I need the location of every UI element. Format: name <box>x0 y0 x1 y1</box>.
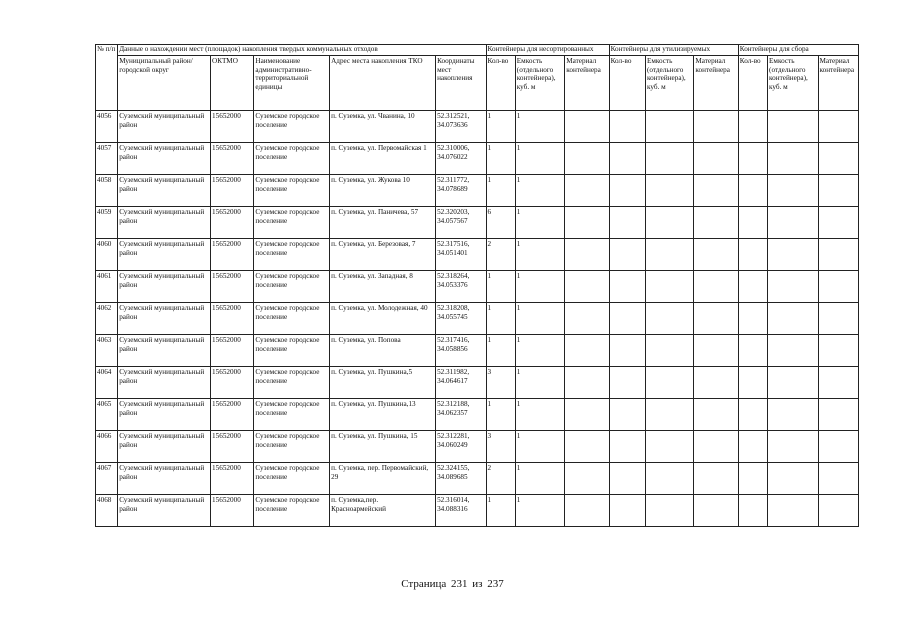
row-capacity: 1 <box>515 271 564 303</box>
empty-cell <box>818 495 859 527</box>
empty-cell <box>645 303 693 335</box>
row-count: 1 <box>486 271 515 303</box>
row-address: п. Суземка, ул. Жукова 10 <box>330 175 436 207</box>
empty-cell <box>768 175 818 207</box>
page-label: Страница <box>401 578 447 590</box>
row-oktmo: 15652000 <box>211 335 254 367</box>
empty-cell <box>645 431 693 463</box>
empty-cell <box>565 175 609 207</box>
header-group-collect: Контейнеры для сбора <box>738 45 858 56</box>
empty-cell <box>738 463 767 495</box>
empty-cell <box>609 495 645 527</box>
empty-cell <box>609 399 645 431</box>
empty-cell <box>768 367 818 399</box>
row-coords: 52.318264, 34.053376 <box>436 271 486 303</box>
row-number: 4059 <box>96 207 118 239</box>
row-oktmo: 15652000 <box>211 463 254 495</box>
row-address: п. Суземка, ул. Березовая, 7 <box>330 239 436 271</box>
header-group-main: Данные о нахождении мест (площадок) накопления твердых коммунальных отходов <box>118 45 486 56</box>
row-count: 1 <box>486 303 515 335</box>
empty-cell <box>738 111 767 143</box>
row-oktmo: 15652000 <box>211 495 254 527</box>
header-capacity: Емкость (отдельного контейнера), куб. м <box>515 56 564 111</box>
empty-cell <box>738 239 767 271</box>
empty-cell <box>565 303 609 335</box>
row-number: 4058 <box>96 175 118 207</box>
empty-cell <box>565 431 609 463</box>
row-number: 4067 <box>96 463 118 495</box>
row-admin-unit: Суземское городское поселение <box>254 399 330 431</box>
row-capacity: 1 <box>515 367 564 399</box>
empty-cell <box>738 271 767 303</box>
waste-sites-table <box>95 44 859 527</box>
page-separator: из <box>472 578 483 590</box>
registry-sheet <box>95 44 859 527</box>
header-material: Материал контейнера <box>565 56 609 111</box>
empty-cell <box>645 143 693 175</box>
header-admin-unit: Наименование административно-территориальной единицы <box>254 56 330 111</box>
row-address: п. Суземка, пер. Первомайский, 29 <box>330 463 436 495</box>
empty-cell <box>645 111 693 143</box>
row-admin-unit: Суземское городское поселение <box>254 111 330 143</box>
header-capacity: Емкость (отдельного контейнера), куб. м <box>645 56 693 111</box>
page-current: 231 <box>451 578 468 590</box>
table-row <box>96 335 859 367</box>
row-number: 4062 <box>96 303 118 335</box>
row-coords: 52.324155, 34.089685 <box>436 463 486 495</box>
row-municipal: Суземский муниципальный район <box>118 399 211 431</box>
empty-cell <box>645 399 693 431</box>
row-number: 4064 <box>96 367 118 399</box>
empty-cell <box>694 463 738 495</box>
empty-cell <box>818 239 859 271</box>
empty-cell <box>768 431 818 463</box>
empty-cell <box>645 463 693 495</box>
row-municipal: Суземский муниципальный район <box>118 463 211 495</box>
row-address: п. Суземка, ул. Первомайская 1 <box>330 143 436 175</box>
empty-cell <box>609 463 645 495</box>
row-number: 4057 <box>96 143 118 175</box>
row-capacity: 1 <box>515 431 564 463</box>
empty-cell <box>609 239 645 271</box>
empty-cell <box>738 367 767 399</box>
row-capacity: 1 <box>515 495 564 527</box>
empty-cell <box>694 207 738 239</box>
empty-cell <box>818 335 859 367</box>
row-count: 2 <box>486 239 515 271</box>
empty-cell <box>694 143 738 175</box>
header-group-recycle: Контейнеры для утилизируемых <box>609 45 738 56</box>
table-row <box>96 175 859 207</box>
row-admin-unit: Суземское городское поселение <box>254 303 330 335</box>
header-count: Кол-во <box>609 56 645 111</box>
empty-cell <box>738 175 767 207</box>
header-count: Кол-во <box>738 56 767 111</box>
table-row <box>96 367 859 399</box>
row-municipal: Суземский муниципальный район <box>118 431 211 463</box>
header-coords: Координаты мест накопления <box>436 56 486 111</box>
row-municipal: Суземский муниципальный район <box>118 303 211 335</box>
row-coords: 52.310006, 34.076022 <box>436 143 486 175</box>
table-row <box>96 207 859 239</box>
empty-cell <box>768 271 818 303</box>
table-row <box>96 143 859 175</box>
empty-cell <box>768 495 818 527</box>
row-coords: 52.312281, 34.060249 <box>436 431 486 463</box>
row-count: 1 <box>486 399 515 431</box>
empty-cell <box>818 463 859 495</box>
empty-cell <box>768 303 818 335</box>
row-number: 4060 <box>96 239 118 271</box>
row-number: 4056 <box>96 111 118 143</box>
row-capacity: 1 <box>515 463 564 495</box>
row-municipal: Суземский муниципальный район <box>118 335 211 367</box>
empty-cell <box>694 239 738 271</box>
row-admin-unit: Суземское городское поселение <box>254 463 330 495</box>
row-admin-unit: Суземское городское поселение <box>254 495 330 527</box>
table-row <box>96 111 859 143</box>
empty-cell <box>645 175 693 207</box>
empty-cell <box>768 143 818 175</box>
empty-cell <box>818 271 859 303</box>
row-municipal: Суземский муниципальный район <box>118 495 211 527</box>
empty-cell <box>645 207 693 239</box>
empty-cell <box>768 335 818 367</box>
empty-cell <box>768 239 818 271</box>
empty-cell <box>565 463 609 495</box>
empty-cell <box>565 399 609 431</box>
row-admin-unit: Суземское городское поселение <box>254 207 330 239</box>
row-admin-unit: Суземское городское поселение <box>254 367 330 399</box>
row-coords: 52.316014, 34.088316 <box>436 495 486 527</box>
empty-cell <box>645 367 693 399</box>
header-count: Кол-во <box>486 56 515 111</box>
row-address: п. Суземка, ул. Молодежная, 40 <box>330 303 436 335</box>
row-coords: 52.312188, 34.062357 <box>436 399 486 431</box>
row-coords: 52.320203, 34.057567 <box>436 207 486 239</box>
table-row <box>96 431 859 463</box>
empty-cell <box>645 239 693 271</box>
empty-cell <box>738 399 767 431</box>
empty-cell <box>645 335 693 367</box>
empty-cell <box>609 335 645 367</box>
row-capacity: 1 <box>515 335 564 367</box>
row-capacity: 1 <box>515 207 564 239</box>
row-admin-unit: Суземское городское поселение <box>254 271 330 303</box>
empty-cell <box>565 239 609 271</box>
row-coords: 52.311772, 34.078689 <box>436 175 486 207</box>
page-footer <box>0 578 905 590</box>
row-capacity: 1 <box>515 239 564 271</box>
row-municipal: Суземский муниципальный район <box>118 175 211 207</box>
row-address: п. Суземка, ул. Западная, 8 <box>330 271 436 303</box>
header-capacity: Емкость (отдельного контейнера), куб. м <box>768 56 818 111</box>
empty-cell <box>609 271 645 303</box>
row-oktmo: 15652000 <box>211 207 254 239</box>
empty-cell <box>609 431 645 463</box>
row-address: п. Суземка,пер. Красноармейский <box>330 495 436 527</box>
row-oktmo: 15652000 <box>211 239 254 271</box>
empty-cell <box>609 207 645 239</box>
header-material: Материал контейнера <box>818 56 859 111</box>
empty-cell <box>565 367 609 399</box>
row-count: 1 <box>486 335 515 367</box>
header-address: Адрес места накопления ТКО <box>330 56 436 111</box>
row-count: 3 <box>486 431 515 463</box>
empty-cell <box>645 495 693 527</box>
empty-cell <box>768 463 818 495</box>
table-row <box>96 239 859 271</box>
row-municipal: Суземский муниципальный район <box>118 111 211 143</box>
empty-cell <box>565 111 609 143</box>
row-count: 1 <box>486 111 515 143</box>
table-row <box>96 303 859 335</box>
row-municipal: Суземский муниципальный район <box>118 207 211 239</box>
empty-cell <box>694 367 738 399</box>
empty-cell <box>565 495 609 527</box>
row-municipal: Суземский муниципальный район <box>118 367 211 399</box>
table-header <box>96 45 859 111</box>
row-capacity: 1 <box>515 399 564 431</box>
empty-cell <box>818 175 859 207</box>
empty-cell <box>818 207 859 239</box>
row-address: п. Суземка, ул. Пушкина,13 <box>330 399 436 431</box>
empty-cell <box>818 367 859 399</box>
row-coords: 52.317416, 34.058856 <box>436 335 486 367</box>
row-capacity: 1 <box>515 175 564 207</box>
row-oktmo: 15652000 <box>211 303 254 335</box>
empty-cell <box>694 303 738 335</box>
row-address: п. Суземка, ул. Попова <box>330 335 436 367</box>
row-coords: 52.312521, 34.073636 <box>436 111 486 143</box>
empty-cell <box>768 111 818 143</box>
row-count: 2 <box>486 463 515 495</box>
row-coords: 52.318208, 34.055745 <box>436 303 486 335</box>
row-municipal: Суземский муниципальный район <box>118 239 211 271</box>
table-row <box>96 495 859 527</box>
row-number: 4066 <box>96 431 118 463</box>
empty-cell <box>609 175 645 207</box>
row-capacity: 1 <box>515 143 564 175</box>
row-coords: 52.317516, 34.051401 <box>436 239 486 271</box>
row-oktmo: 15652000 <box>211 431 254 463</box>
header-oktmo: ОКТМО <box>211 56 254 111</box>
empty-cell <box>738 495 767 527</box>
row-address: п. Суземка, ул. Чванина, 10 <box>330 111 436 143</box>
empty-cell <box>609 303 645 335</box>
row-count: 1 <box>486 495 515 527</box>
empty-cell <box>694 431 738 463</box>
empty-cell <box>609 143 645 175</box>
empty-cell <box>738 431 767 463</box>
row-count: 6 <box>486 207 515 239</box>
row-address: п. Суземка, ул. Пушкина, 15 <box>330 431 436 463</box>
header-material: Материал контейнера <box>694 56 738 111</box>
row-count: 3 <box>486 367 515 399</box>
row-number: 4068 <box>96 495 118 527</box>
row-admin-unit: Суземское городское поселение <box>254 239 330 271</box>
row-admin-unit: Суземское городское поселение <box>254 335 330 367</box>
page-total: 237 <box>487 578 504 590</box>
table-row <box>96 463 859 495</box>
empty-cell <box>738 303 767 335</box>
row-number: 4061 <box>96 271 118 303</box>
empty-cell <box>818 111 859 143</box>
row-municipal: Суземский муниципальный район <box>118 271 211 303</box>
empty-cell <box>694 335 738 367</box>
empty-cell <box>818 399 859 431</box>
row-address: п. Суземка, ул. Паничева, 57 <box>330 207 436 239</box>
empty-cell <box>694 495 738 527</box>
row-count: 1 <box>486 175 515 207</box>
row-oktmo: 15652000 <box>211 111 254 143</box>
row-admin-unit: Суземское городское поселение <box>254 143 330 175</box>
empty-cell <box>645 271 693 303</box>
row-oktmo: 15652000 <box>211 271 254 303</box>
empty-cell <box>694 175 738 207</box>
row-oktmo: 15652000 <box>211 399 254 431</box>
empty-cell <box>818 143 859 175</box>
header-number: № п/п <box>96 45 118 111</box>
row-number: 4065 <box>96 399 118 431</box>
row-oktmo: 15652000 <box>211 367 254 399</box>
empty-cell <box>818 431 859 463</box>
empty-cell <box>565 271 609 303</box>
table-row <box>96 399 859 431</box>
row-municipal: Суземский муниципальный район <box>118 143 211 175</box>
row-count: 1 <box>486 143 515 175</box>
table-body <box>96 111 859 527</box>
empty-cell <box>609 111 645 143</box>
table-row <box>96 271 859 303</box>
empty-cell <box>694 271 738 303</box>
empty-cell <box>609 367 645 399</box>
empty-cell <box>565 335 609 367</box>
empty-cell <box>738 335 767 367</box>
empty-cell <box>694 399 738 431</box>
empty-cell <box>818 303 859 335</box>
row-admin-unit: Суземское городское поселение <box>254 431 330 463</box>
empty-cell <box>565 207 609 239</box>
row-coords: 52.311982, 34.064617 <box>436 367 486 399</box>
empty-cell <box>738 143 767 175</box>
row-oktmo: 15652000 <box>211 175 254 207</box>
header-group-unsorted: Контейнеры для несортированных <box>486 45 609 56</box>
empty-cell <box>738 207 767 239</box>
empty-cell <box>694 111 738 143</box>
row-address: п. Суземка, ул. Пушкина,5 <box>330 367 436 399</box>
row-number: 4063 <box>96 335 118 367</box>
row-capacity: 1 <box>515 111 564 143</box>
row-oktmo: 15652000 <box>211 143 254 175</box>
empty-cell <box>768 399 818 431</box>
empty-cell <box>768 207 818 239</box>
empty-cell <box>565 143 609 175</box>
row-admin-unit: Суземское городское поселение <box>254 175 330 207</box>
header-municipal: Муниципальный район/городской округ <box>118 56 211 111</box>
row-capacity: 1 <box>515 303 564 335</box>
